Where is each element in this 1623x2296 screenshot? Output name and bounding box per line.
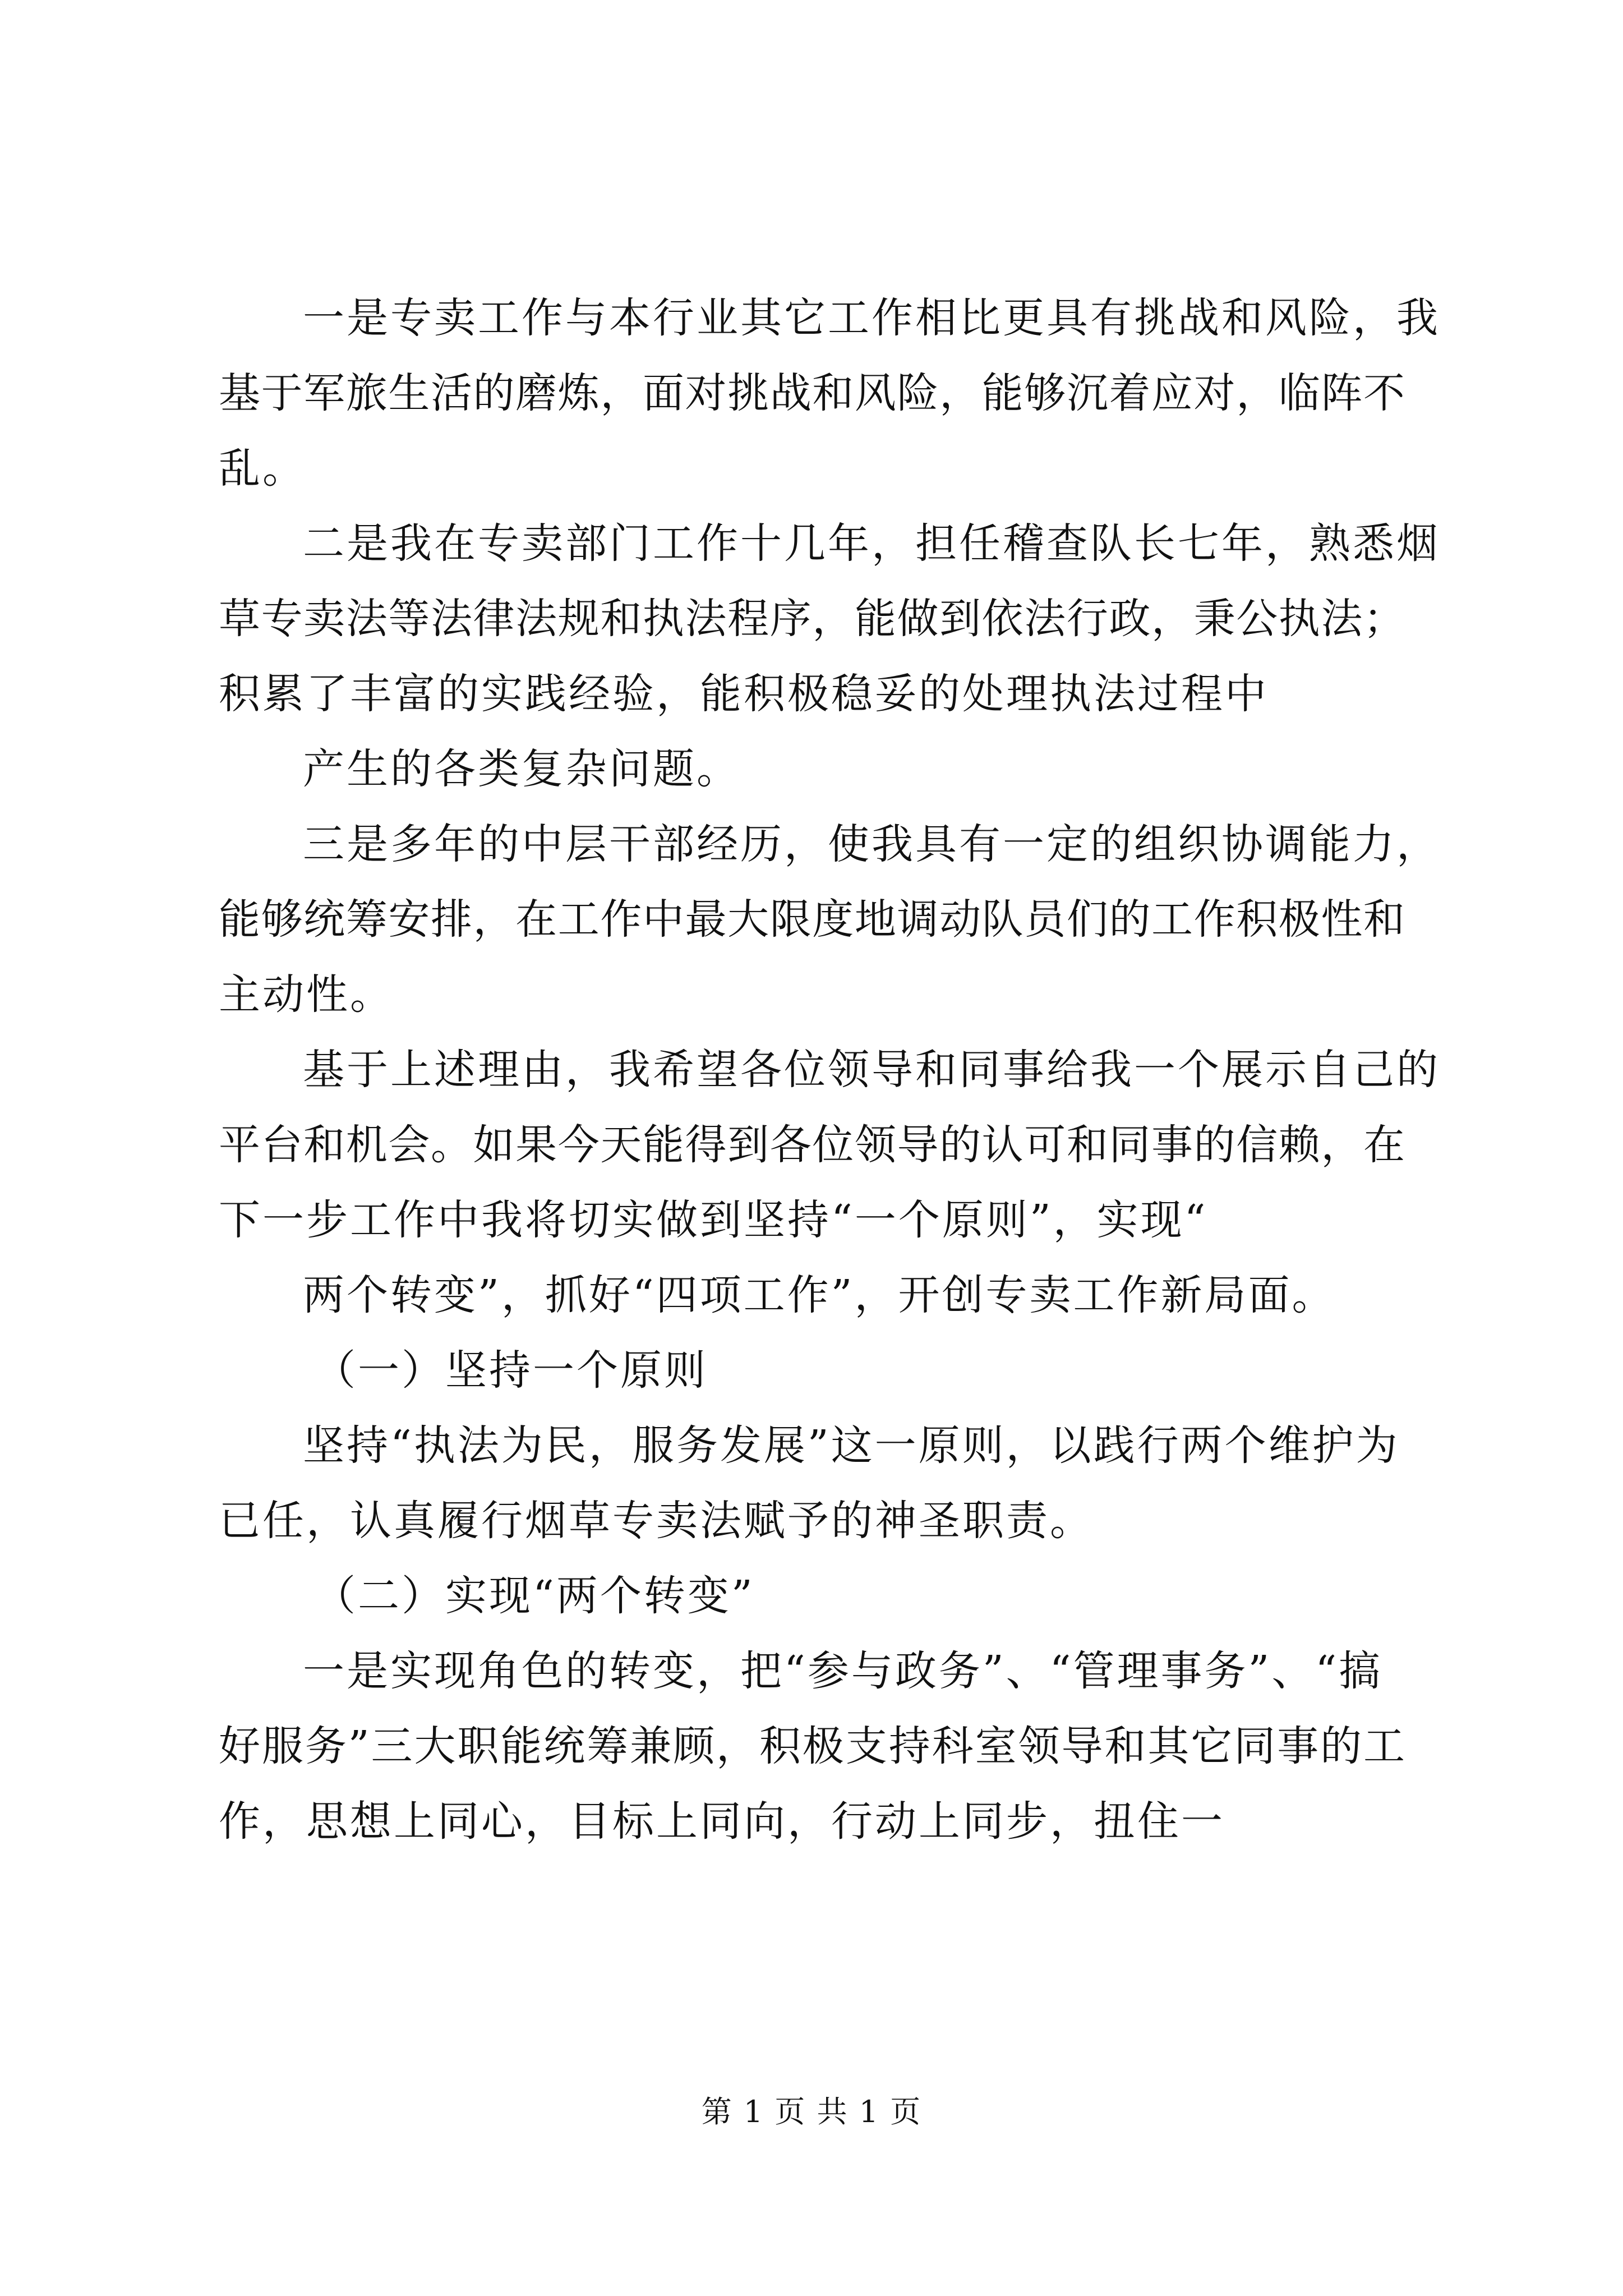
text-line: 一是实现角色的转变，把“参与政务”、“管理事务”、“搞 [303, 1647, 1383, 1695]
section-heading: （一）坚持一个原则 [314, 1346, 708, 1395]
text-line: 两个转变”，抓好“四项工作”，开创专卖工作新局面。 [303, 1271, 1336, 1319]
text-line: 一是专卖工作与本行业其它工作相比更具有挑战和风险，我 [303, 294, 1440, 342]
page-number-footer: 第 1 页 共 1 页 [701, 2094, 922, 2129]
text-line: 作，思想上同心，目标上同向，行动上同步，扭住一 [219, 1797, 1225, 1846]
section-heading: （二）实现“两个转变” [314, 1572, 755, 1620]
text-line: 好服务”三大职能统筹兼顾，积极支持科室领导和其它同事的工 [219, 1722, 1405, 1770]
text-line: 能够统筹安排，在工作中最大限度地调动队员们的工作积极性和 [219, 895, 1405, 944]
text-line: 草专卖法等法律法规和执法程序，能做到依法行政，秉公执法； [219, 595, 1405, 643]
text-line: 积累了丰富的实践经验，能积极稳妥的处理执法过程中 [219, 670, 1269, 718]
text-line: 已任，认真履行烟草专卖法赋予的神圣职责。 [219, 1497, 1094, 1545]
text-line: 二是我在专卖部门工作十几年，担任稽查队长七年，熟悉烟 [303, 519, 1440, 568]
text-line: 产生的各类复杂问题。 [303, 745, 740, 793]
text-line: 下一步工作中我将切实做到坚持“一个原则”，实现“ [219, 1196, 1208, 1244]
text-line: 基于上述理由，我希望各位领导和同事给我一个展示自己的 [303, 1046, 1440, 1094]
text-line: 坚持“执法为民，服务发展”这一原则，以践行两个维护为 [303, 1421, 1400, 1470]
text-line: 平台和机会。如果今天能得到各位领导的认可和同事的信赖，在 [219, 1121, 1405, 1169]
text-line: 三是多年的中层干部经历，使我具有一定的组织协调能力， [303, 820, 1440, 868]
text-line: 乱。 [219, 444, 306, 493]
text-line: 基于军旅生活的磨炼，面对挑战和风险，能够沉着应对，临阵不 [219, 369, 1405, 417]
text-line: 主动性。 [219, 970, 394, 1019]
